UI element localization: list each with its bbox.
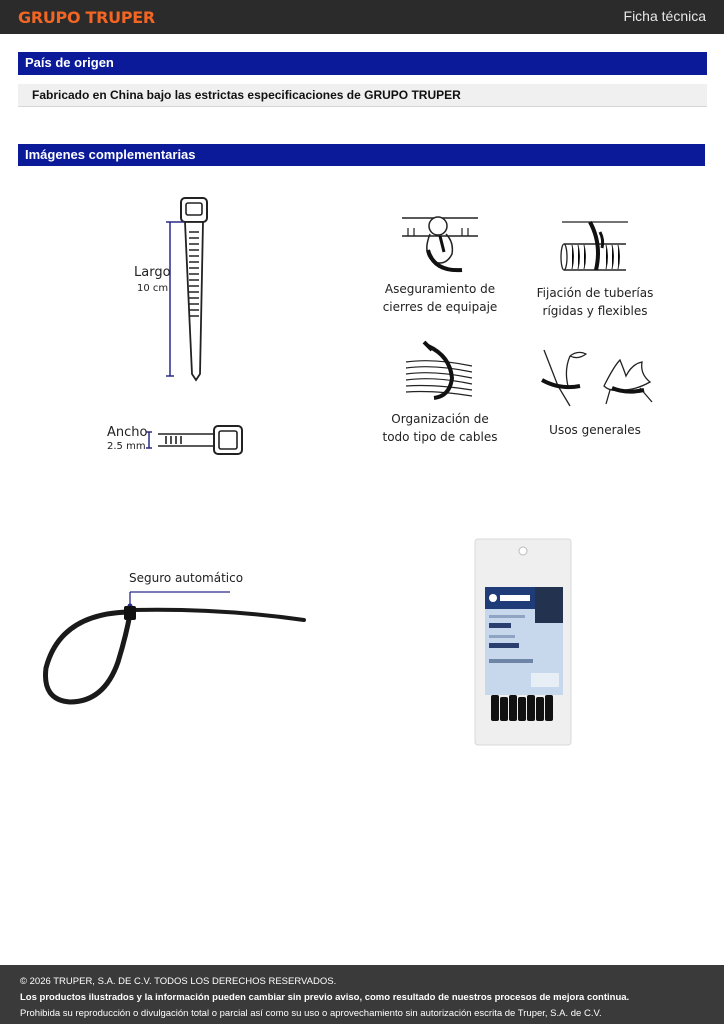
page-footer [0,965,724,1024]
general-uses-icon [540,346,656,410]
footer-notice: Los productos ilustrados y la información pueden cambiar sin previo aviso, como resultado de nuestros procesos de mejora continua. [20,992,630,1003]
footer-copyright: © 2026 TRUPER, S.A. DE C.V. TODOS LOS DERECHOS RESERVADOS. [20,976,337,987]
document-type: Ficha técnica [623,8,706,24]
use-caption-cables: Organización de todo tipo de cables [382,412,498,444]
use-caption-pipes: Fijación de tuberías rígidas y flexibles [536,286,654,318]
images-section-title: Imágenes complementarias [18,144,705,166]
product-package-photo [475,539,571,745]
width-label: Ancho [107,425,148,440]
footer-prohibition: Prohibida su reproducción o divulgación total o parcial así como su uso o aprovechamiento sin autorización escrita de Truper, S.A. de C.V. [20,1008,602,1019]
length-value: 10 cm [137,283,169,294]
width-value: 2.5 mm [107,441,146,452]
pipe-fastening-icon [560,218,632,276]
cable-tie-width-illustration [144,424,244,456]
top-header [0,0,724,34]
luggage-zipper-icon [400,214,480,276]
use-caption-luggage: Aseguramiento de cierres de equipaje [382,282,498,314]
origin-text: Fabricado en China bajo las estrictas especificaciones de GRUPO TRUPER [18,84,707,107]
automatic-lock-label: Seguro automático [129,571,244,585]
length-label: Largo [134,265,171,280]
use-caption-general: Usos generales [549,423,641,437]
origin-section-title: País de origen [18,52,707,75]
brand-logo: GRUPO TRUPER [18,8,155,27]
cable-organization-icon [404,338,476,402]
looped-cable-tie-photo [40,584,310,708]
cable-tie-length-illustration [160,196,220,386]
